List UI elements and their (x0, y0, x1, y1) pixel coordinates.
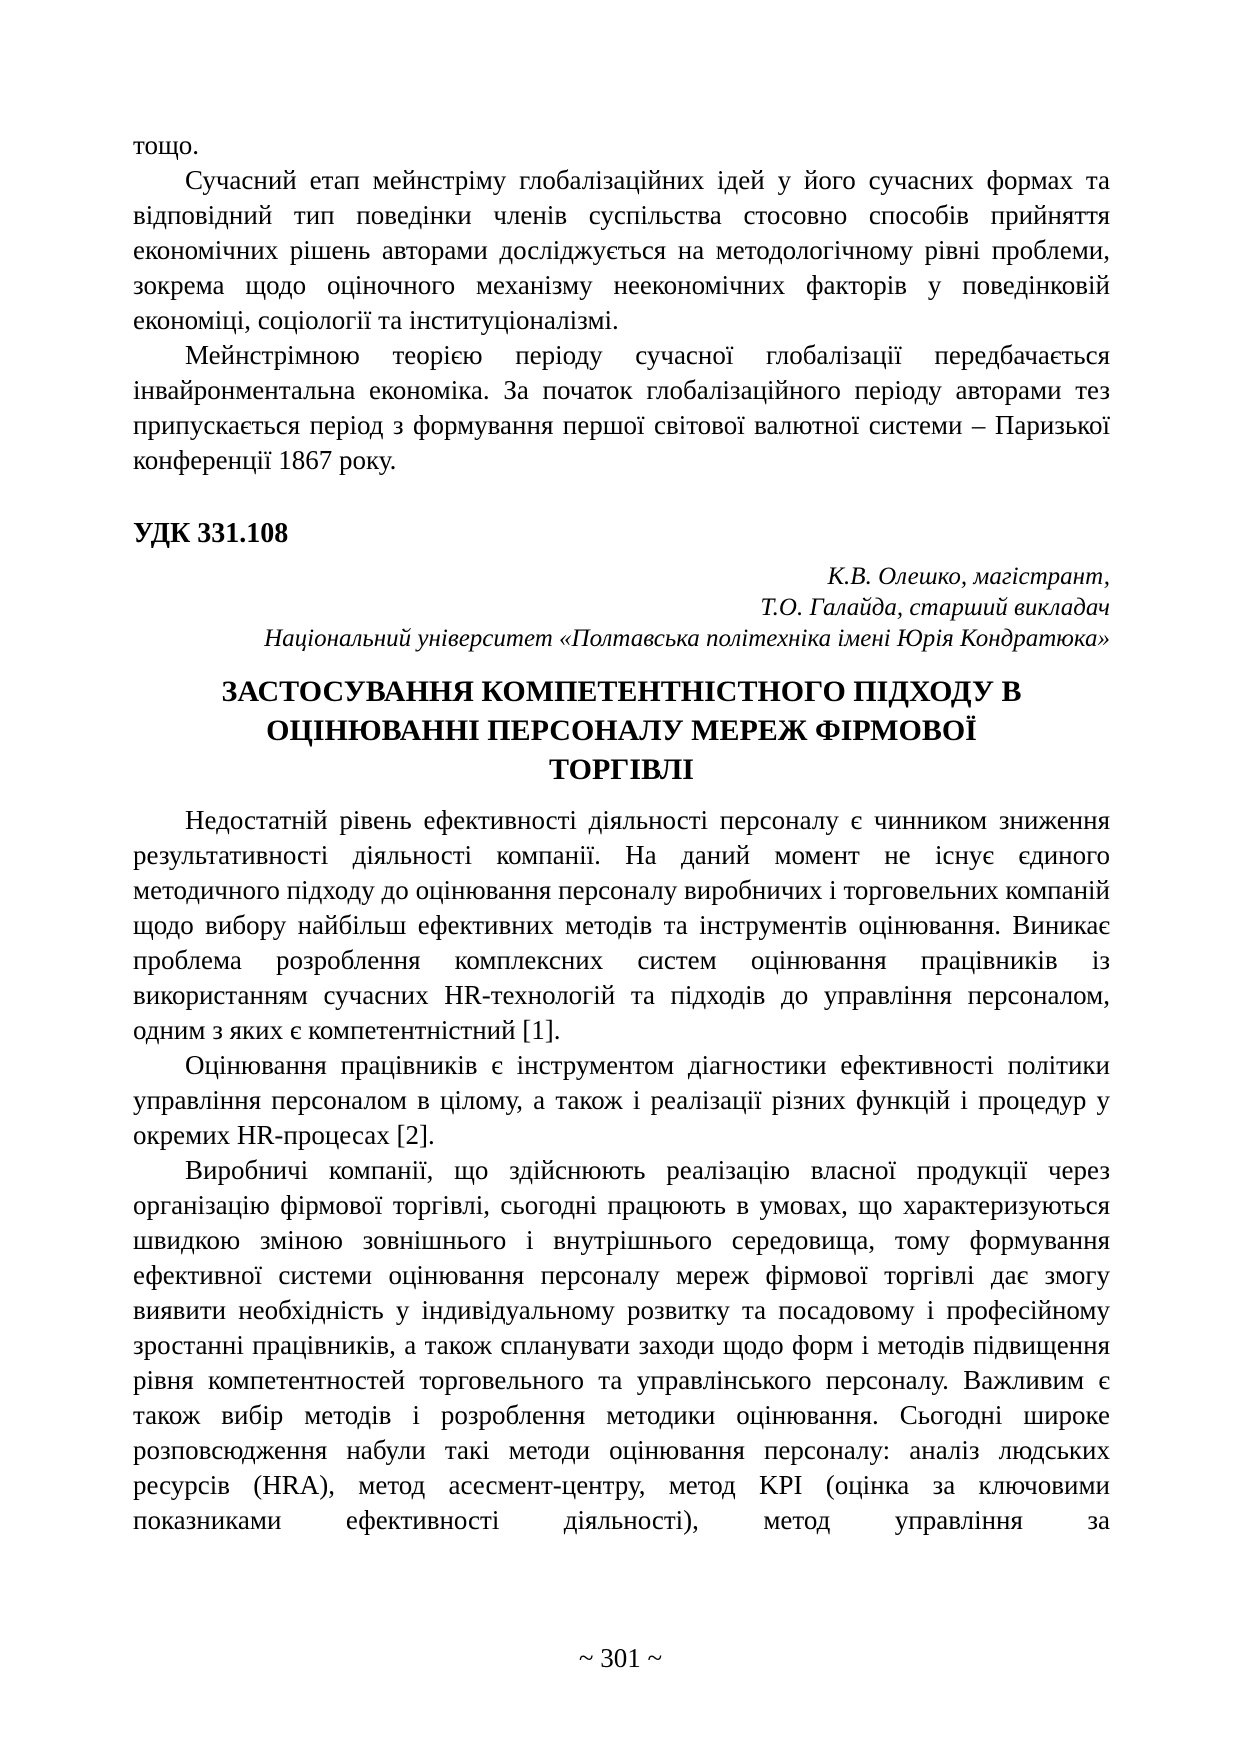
author-line: Т.О. Галайда, старший викладач (760, 594, 1110, 621)
affiliation-line: Національний університет «Полтавська політехніка імені Юрія Кондратюка» (264, 625, 1110, 652)
article-body (133, 803, 1110, 1538)
udc-heading: УДК 331.108 (133, 518, 289, 549)
page-number: ~ 301 ~ (578, 1643, 663, 1673)
paragraph: Недостатній рівень ефективності діяльності персоналу є чинником зниження результативності діяльності компанії. На даний момент не існує єдиного методичного підходу до оцінювання персоналу виробничих і торговельних компаній щодо вибору найбільш ефективних методів та інструментів оцінювання. Виникає проблема розроблення комплексних систем оцінювання працівників із використанням сучасних HR-технологій та підходів до управління персоналом, одним з яких є компетентністний [1]. (133, 805, 1110, 1045)
authors-block (133, 561, 1110, 654)
paragraph: Мейнстрімною теорією періоду сучасної глобалізації передбачається інвайронментальна економіка. За початок глобалізаційного періоду авторами тез припускається період з формування першої світової валютної системи – Паризької конференції 1867 року. (133, 340, 1110, 475)
author-line: К.В. Олешко, магістрант, (827, 563, 1110, 590)
previous-article-text (133, 128, 1110, 478)
paragraph-fragment: тощо. (133, 130, 199, 160)
article-title: ЗАСТОСУВАННЯ КОМПЕТЕНТНІСТНОГО ПІДХОДУ В ОЦІНЮВАННІ ПЕРСОНАЛУ МЕРЕЖ ФІРМОВОЇ ТОРГІВЛІ (221, 675, 1022, 786)
paragraph: Сучасний етап мейнстріму глобалізаційних ідей у його сучасних формах та відповідний тип поведінки членів суспільства стосовно способів прийняття економічних рішень авторами досліджується на методологічному рівні проблеми, зокрема щодо оціночного механізму неекономічних факторів у поведінковій економіці, соціології та інституціоналізмі. (133, 165, 1110, 335)
paragraph: Оцінювання працівників є інструментом діагностики ефективності політики управління персоналом в цілому, а також і реалізації різних функцій і процедур у окремих HR-процесах [2]. (133, 1050, 1110, 1150)
paragraph: Виробничі компанії, що здійснюють реалізацію власної продукції через організацію фірмової торгівлі, сьогодні працюють в умовах, що характеризуються швидкою зміною зовнішнього і внутрішнього середовища, тому формування ефективної системи оцінювання персоналу мереж фірмової торгівлі дає змогу виявити необхідність у індивідуальному розвитку та посадовому і професійному зростанні працівників, а також спланувати заходи щодо форм і методів підвищення рівня компетентностей торговельного та управлінського персоналу. Важливим є також вибір методів і розроблення методики оцінювання. Сьогодні широке розповсюдження набули такі методи оцінювання персоналу: аналіз людських ресурсів (HRA), метод асесмент-центру, метод KPI (оцінка за ключовими показниками ефективності діяльності), метод управління за (133, 1155, 1110, 1535)
